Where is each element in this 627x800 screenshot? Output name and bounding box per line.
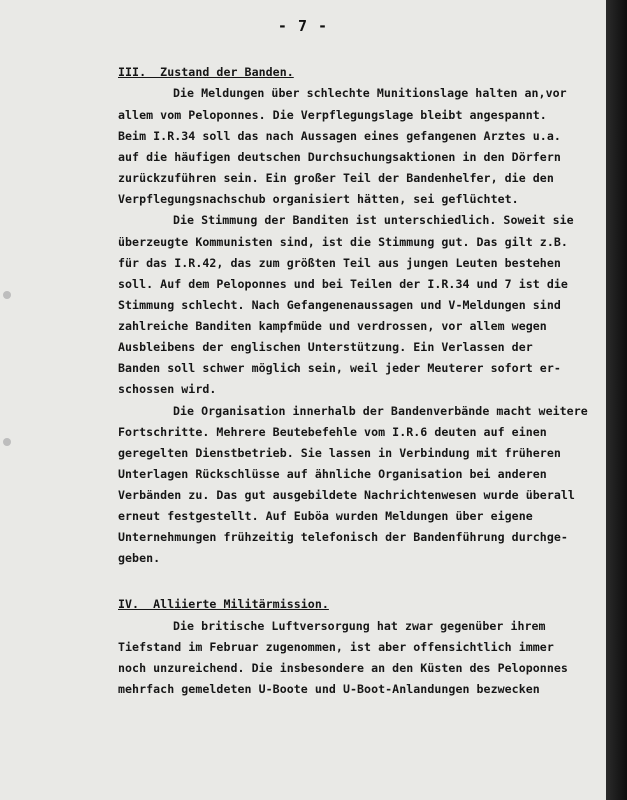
text-line: Unternehmungen frühzeitig telefonisch der Bandenführung durchge- xyxy=(118,530,568,544)
text-line: Banden soll schwer möglich sein, weil jeder Meuterer sofort er- xyxy=(118,361,561,375)
text-line: Fortschritte. Mehrere Beutebefehle vom I.R.6 deuten auf einen xyxy=(118,425,547,439)
text-line: Die Stimmung der Banditen ist unterschiedlich. Soweit sie xyxy=(173,213,574,227)
text-line: Verbänden zu. Das gut ausgebildete Nachrichtenwesen wurde überall xyxy=(118,488,575,502)
text-line: noch unzureichend. Die insbesondere an den Küsten des Peloponnes xyxy=(118,661,568,675)
text-line: schossen wird. xyxy=(118,382,217,396)
punch-hole xyxy=(3,291,11,299)
text-line: Beim I.R.34 soll das nach Aussagen eines gefangenen Arztes u.a. xyxy=(118,129,561,143)
page-number: - 7 - xyxy=(277,17,329,35)
text-line: zahlreiche Banditen kampfmüde und verdrossen, vor allem wegen xyxy=(118,319,547,333)
text-line: Unterlagen Rückschlüsse auf ähnliche Organisation bei anderen xyxy=(118,467,547,481)
text-line: soll. Auf dem Peloponnes und bei Teilen der I.R.34 und 7 ist die xyxy=(118,277,568,291)
text-line: Ausbleibens der englischen Unterstützung. Ein Verlassen der xyxy=(118,340,533,354)
text-line: geben. xyxy=(118,551,161,565)
text-line: allem vom Peloponnes. Die Verpflegungslage bleibt angespannt. xyxy=(118,108,547,122)
text-line: Verpflegungsnachschub organisiert hätten, sei geflüchtet. xyxy=(118,192,519,206)
text-line: Die britische Luftversorgung hat zwar gegenüber ihrem xyxy=(173,619,546,633)
text-line: mehrfach gemeldeten U-Boote und U-Boot-Anlandungen bezwecken xyxy=(118,682,540,696)
text-line: zurückzuführen sein. Ein großer Teil der Bandenhelfer, die den xyxy=(118,171,554,185)
text-line: überzeugte Kommunisten sind, ist die Stimmung gut. Das gilt z.B. xyxy=(118,235,568,249)
text-line: geregelten Dienstbetrieb. Sie lassen in Verbindung mit früheren xyxy=(118,446,561,460)
section-heading: III. Zustand der Banden. xyxy=(118,65,294,79)
section-heading: IV. Alliierte Militärmission. xyxy=(118,597,329,611)
text-line: Tiefstand im Februar zugenommen, ist aber offensichtlich immer xyxy=(118,640,554,654)
text-line: auf die häufigen deutschen Durchsuchungsaktionen in den Dörfern xyxy=(118,150,561,164)
text-line: Stimmung schlecht. Nach Gefangenenaussagen und V-Meldungen sind xyxy=(118,298,561,312)
text-line: Die Organisation innerhalb der Bandenverbände macht weitere xyxy=(173,404,588,418)
text-line: erneut festgestellt. Auf Euböa wurden Meldungen über eigene xyxy=(118,509,533,523)
punch-hole xyxy=(3,438,11,446)
scan-border xyxy=(606,0,627,800)
text-line: für das I.R.42, das zum größten Teil aus jungen Leuten bestehen xyxy=(118,256,561,270)
text-line: Die Meldungen über schlechte Munitionslage halten an,vor xyxy=(173,86,567,100)
